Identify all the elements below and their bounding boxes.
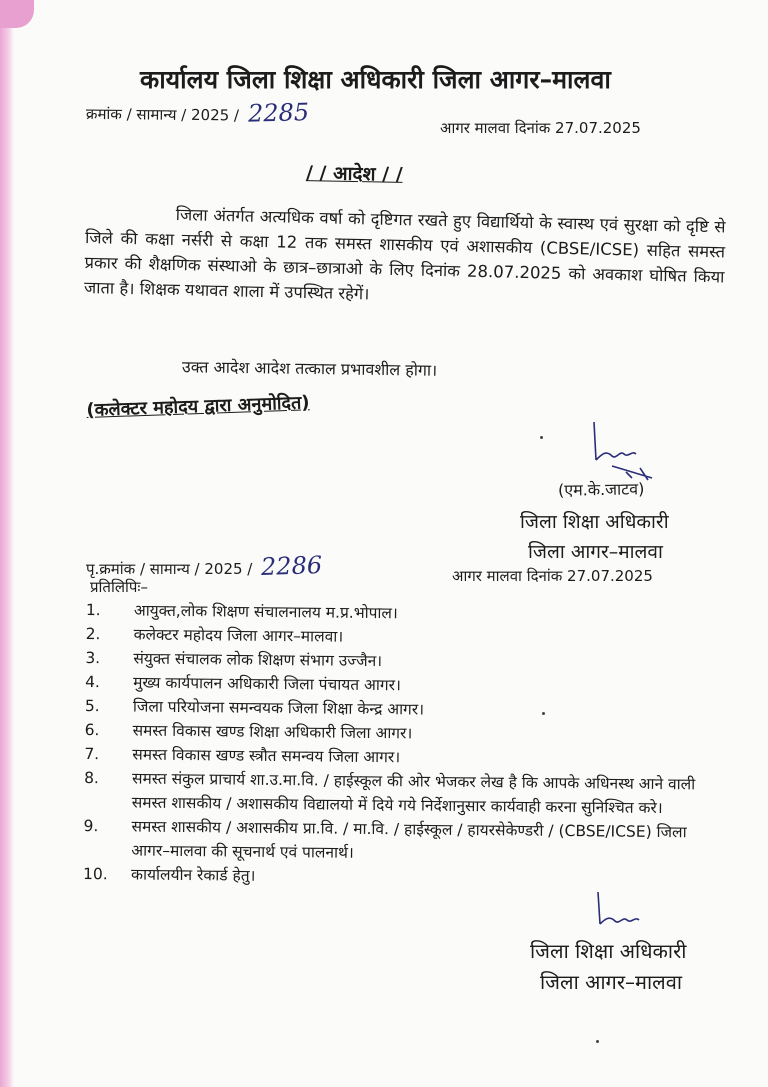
signatory-name: (एम.के.जाटव) xyxy=(557,479,645,500)
list-item xyxy=(83,814,733,869)
office-title: कार्यालय जिला शिक्षा अधिकारी जिला आगर–मालवा xyxy=(140,65,611,94)
copy-to-label: प्रतिलिपिः– xyxy=(90,578,148,596)
list-item-number: 10. xyxy=(83,864,108,884)
pink-corner-tab xyxy=(0,0,34,28)
list-item-text: जिला परियोजना समन्वयक जिला शिक्षा केन्द्र आगर। xyxy=(132,697,425,719)
paper-speck xyxy=(542,712,545,715)
list-item-text: मुख्य कार्यपालन अधिकारी जिला पंचायत आगर। xyxy=(133,673,401,695)
reference-prefix: क्रमांक / सामान्य / 2025 / xyxy=(85,104,240,125)
pink-page-edge xyxy=(0,0,14,1087)
list-item-number: 3. xyxy=(85,648,101,668)
list-item-number: 5. xyxy=(84,696,100,716)
list-item-text: समस्त विकास खण्ड स्त्रौत समन्वय जिला आगर। xyxy=(132,745,401,767)
copy-list xyxy=(83,598,736,893)
signatory-designation: जिला शिक्षा अधिकारी xyxy=(520,511,669,533)
order-body xyxy=(84,200,726,314)
reference-number xyxy=(86,97,309,127)
list-item-number: 7. xyxy=(84,744,100,764)
list-item xyxy=(84,766,734,821)
list-item-text: कार्यालयीन रेकार्ड हेतु। xyxy=(131,865,256,885)
order-body-text: जिला अंतर्गत अत्यधिक वर्षा को दृष्टिगत रखते हुए विद्यार्थियो के स्वास्थ एवं सुरक्षा को दृष्टि से जिले की कक्षा नर्सरी से कक्षा 12 तक समस्त शासकीय एवं अशासकीय (CBSE/ICSE) सहित समस्त प्रकार की शैक्षणिक संस्थाओ के छात्र–छात्राओ के लिए दिनांक 28.07.2025 को अवकाश घोषित किया जाता है। शिक्षक यथावत शाला में उपस्थित रहेगें। xyxy=(83,205,726,304)
handwritten-reference-number: 2285 xyxy=(247,98,310,128)
handwritten-endorsement-number: 2286 xyxy=(260,550,323,582)
closing-signatory-place: जिला आगर–मालवा xyxy=(540,970,682,994)
list-item-text: संयुक्त संचालक लोक शिक्षण संभाग उज्जैन। xyxy=(133,649,383,671)
closing-signatory-designation: जिला शिक्षा अधिकारी xyxy=(530,939,687,963)
signature-mark-1 xyxy=(582,420,662,482)
list-item-text: समस्त संकुल प्राचार्य शा.उ.मा.वि. / हाईस्कूल की ओर भेजकर लेख है कि आपके अधिनस्थ आने वाली समस्त शासकीय / अशासकीय विद्यालयो में दिये गये निर्देशानुसार कार्यवाही करना सुनिश्चित करे। xyxy=(131,769,696,818)
list-item-number: 1. xyxy=(85,600,101,620)
signature-mark-2 xyxy=(588,890,658,940)
order-effect-line: उक्त आदेश आदेश तत्काल प्रभावशील होगा। xyxy=(181,357,438,380)
list-item-number: 4. xyxy=(85,672,101,692)
paper-speck xyxy=(540,436,543,439)
paper-speck xyxy=(596,1040,599,1043)
list-item-number: 9. xyxy=(83,816,99,836)
issue-place-date: आगर मालवा दिनांक 27.07.2025 xyxy=(440,119,641,137)
approval-note: (कलेक्टर महोदय द्वारा अनुमोदित) xyxy=(86,392,310,421)
list-item-number: 8. xyxy=(84,768,100,788)
list-item-number: 2. xyxy=(85,624,101,644)
endorsement-reference-prefix: पृ.क्रमांक / सामान्य / 2025 / xyxy=(86,560,253,578)
list-item-text: आयुक्त,लोक शिक्षण संचालनालय म.प्र.भोपाल। xyxy=(133,601,398,623)
list-item-number: 6. xyxy=(84,720,100,740)
endorsement-place-date: आगर मालवा दिनांक 27.07.2025 xyxy=(452,567,653,585)
list-item-text: समस्त विकास खण्ड शिक्षा अधिकारी जिला आगर। xyxy=(132,721,413,743)
endorsement-reference xyxy=(86,552,322,580)
signatory-place: जिला आगर–मालवा xyxy=(528,541,663,563)
list-item-text: कलेक्टर महोदय जिला आगर–मालवा। xyxy=(133,625,344,646)
order-heading: / / आदेश / / xyxy=(305,162,403,186)
list-item-text: समस्त शासकीय / अशासकीय प्रा.वि. / मा.वि. / हाईस्कूल / हायरसेकेण्डरी / (CBSE/ICSE) जिला आगर–मालवा की सूचनार्थ एवं पालनार्थ। xyxy=(131,817,687,862)
